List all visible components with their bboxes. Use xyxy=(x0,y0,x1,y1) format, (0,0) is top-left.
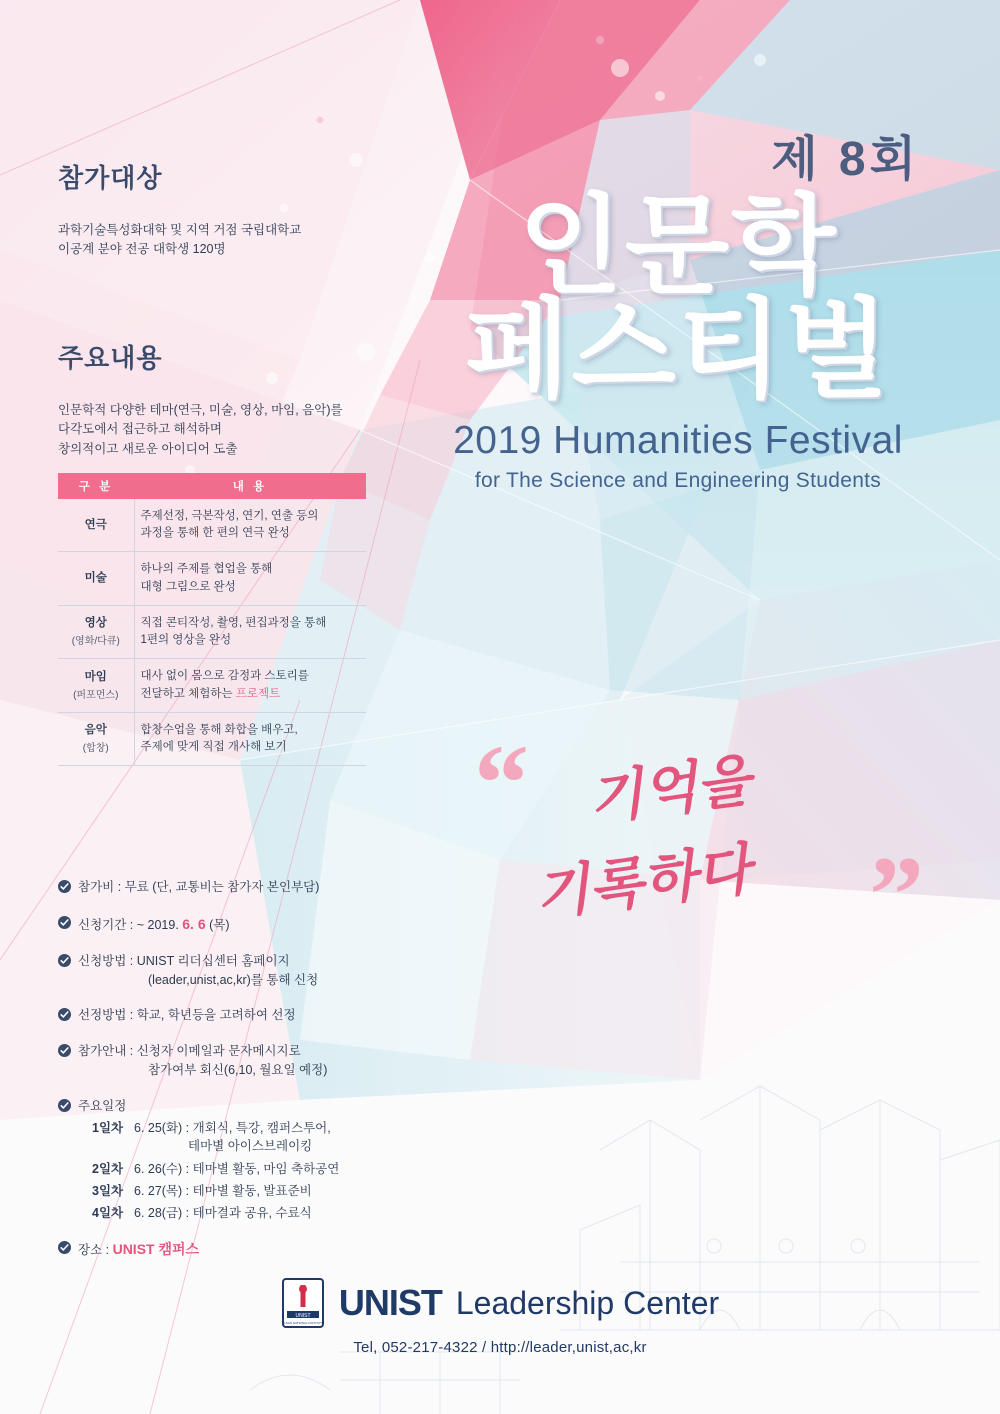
detail-label: 신청기간 : xyxy=(78,917,137,932)
unist-emblem-icon xyxy=(281,1277,325,1329)
detail-label: 참가비 : xyxy=(78,880,125,894)
participants-line-1: 과학기술특성화대학 및 지역 거점 국립대학교 xyxy=(58,223,302,237)
detail-value-pre: ~ 2019. xyxy=(136,917,183,932)
slogan-block xyxy=(460,722,930,958)
table-row xyxy=(58,712,366,766)
category-name: 음악 xyxy=(84,724,107,736)
content-line-2: 전달하고 체험하는 xyxy=(140,687,236,700)
check-circle-icon xyxy=(58,1241,71,1254)
title-korean-line-2: 페스티벌 xyxy=(465,289,891,411)
detail-period xyxy=(58,914,408,935)
table-header-category: 구 분 xyxy=(58,473,134,499)
table-cell-content xyxy=(134,605,366,659)
detail-venue xyxy=(58,1239,408,1260)
check-circle-icon xyxy=(58,880,71,893)
table-cell-category xyxy=(58,605,134,659)
schedule-day: 3일차 xyxy=(92,1183,124,1198)
venue-value: UNIST 캠퍼스 xyxy=(112,1240,200,1257)
table-row xyxy=(58,499,366,552)
schedule-item xyxy=(78,1119,408,1155)
footer-logo-row xyxy=(281,1277,719,1329)
footer xyxy=(0,1277,1000,1356)
detail-fee-text xyxy=(78,878,408,897)
title-korean-line-1: 인문학 xyxy=(518,185,838,306)
contents-heading: 주요내용 xyxy=(58,342,163,373)
detail-value: 무료 (단, 교통비는 참가자 본인부담) xyxy=(124,880,320,894)
organization-name: Leadership Center xyxy=(455,1284,720,1321)
detail-label: 신청방법 : xyxy=(78,953,137,968)
detail-label: 장소 : xyxy=(78,1242,113,1257)
check-circle-icon xyxy=(58,916,71,929)
schedule-item xyxy=(78,1160,408,1178)
table-row xyxy=(58,605,366,659)
deadline-date: 6. 6 xyxy=(182,915,206,932)
detail-period-text xyxy=(78,914,408,935)
title-english-line-2: for The Science and Engineering Students xyxy=(474,469,882,493)
detail-notice-text xyxy=(78,1042,408,1080)
detail-selection xyxy=(58,1006,408,1025)
schedule-desc: 6. 26(수) : 테마별 활동, 마임 축하공연 xyxy=(134,1161,340,1176)
content-line-2: 주제에 맞게 직접 개사해 보기 xyxy=(140,741,287,754)
check-circle-icon xyxy=(58,1099,71,1112)
schedule-desc: 6. 27(목) : 테마별 활동, 발표준비 xyxy=(134,1183,312,1198)
category-name: 미술 xyxy=(84,572,107,584)
program-table xyxy=(58,473,366,767)
category-name: 마임 xyxy=(84,670,107,683)
svg-text:ULSAN NATIONAL INSTITUTE: ULSAN NATIONAL INSTITUTE xyxy=(281,1321,324,1325)
category-subtitle: (합창) xyxy=(82,743,109,755)
contents-body xyxy=(58,401,388,459)
content-line-1: 하나의 주제를 협업을 통해 xyxy=(140,563,273,576)
check-circle-icon xyxy=(58,1008,71,1021)
schedule-day: 1일차 xyxy=(92,1121,124,1136)
table-row xyxy=(58,659,366,713)
detail-venue-text xyxy=(78,1239,408,1260)
schedule-desc-line1: 6. 25(화) : 개회식, 특강, 캠퍼스투어, xyxy=(134,1121,331,1136)
check-circle-icon xyxy=(58,1044,71,1057)
schedule-desc-line2: 테마별 아이스브레이킹 xyxy=(188,1139,313,1154)
category-name: 연극 xyxy=(84,518,107,531)
title-english-line-1: 2019 Humanities Festival xyxy=(453,419,903,463)
content-line-2: 과정을 통해 한 편의 연극 완성 xyxy=(140,527,290,540)
spacer xyxy=(58,260,388,338)
detail-schedule-text xyxy=(78,1097,408,1222)
schedule-day: 2일차 xyxy=(92,1161,124,1176)
quote-open-icon: “ xyxy=(474,722,529,844)
contents-line-2: 다각도에서 접근하고 해석하며 xyxy=(58,422,222,437)
content-line-1: 대사 없이 몸으로 감정과 스토리를 xyxy=(140,670,309,683)
participants-body xyxy=(58,221,388,260)
participants-line-2: 이공계 분야 전공 대학생 120명 xyxy=(58,242,226,257)
category-subtitle: (퍼포먼스) xyxy=(73,689,119,701)
table-cell-category xyxy=(58,659,134,713)
table-cell-content xyxy=(134,499,366,552)
schedule-list xyxy=(78,1119,408,1222)
detail-value-line2: 참가여부 회신(6,10, 월요일 예정) xyxy=(148,1062,328,1077)
table-cell-category xyxy=(58,499,134,552)
schedule-day: 4일차 xyxy=(92,1205,124,1220)
content-line-1: 합창수업을 통해 화합을 배우고, xyxy=(140,723,298,736)
table-header-content: 내 용 xyxy=(134,473,366,499)
table-cell-content xyxy=(134,659,366,713)
detail-value-post: (목) xyxy=(205,917,230,932)
check-circle-icon xyxy=(58,954,71,967)
svg-text:UNIST: UNIST xyxy=(295,1313,311,1319)
detail-fee xyxy=(58,878,408,897)
detail-application-text xyxy=(78,952,408,990)
slogan-line-1: 기억을 xyxy=(585,750,755,832)
table-cell-content xyxy=(134,712,366,766)
detail-label: 참가안내 : xyxy=(78,1044,137,1058)
schedule-desc xyxy=(134,1119,408,1155)
edition-label: 제 8회 xyxy=(771,133,920,186)
unist-wordmark: UNIST xyxy=(338,1282,442,1323)
detail-notice xyxy=(58,1042,408,1080)
footer-contact: Tel, 052-217-4322 / http://leader,unist,ac,kr xyxy=(353,1339,647,1356)
category-name: 영상 xyxy=(84,617,107,629)
content-line-1: 주제선정, 극본작성, 연기, 연출 등의 xyxy=(140,509,319,522)
detail-schedule xyxy=(58,1097,408,1222)
left-info-column xyxy=(58,158,388,766)
contents-line-1: 인문학적 다양한 테마(연극, 미술, 영상, 마임, 음악)를 xyxy=(58,402,343,417)
detail-value: 학교, 학년등을 고려하여 선정 xyxy=(136,1008,296,1023)
schedule-desc: 6. 28(금) : 테마결과 공유, 수료식 xyxy=(134,1205,312,1220)
contents-line-3: 창의적이고 새로운 아이디어 도출 xyxy=(58,441,238,456)
category-subtitle: (영화/다큐) xyxy=(71,636,120,648)
detail-selection-text xyxy=(78,1006,408,1025)
content-line-2: 1편의 영상을 완성 xyxy=(140,634,232,647)
detail-label: 선정방법 : xyxy=(78,1008,137,1023)
detail-value-line2: (leader,unist,ac,kr)를 통해 신청 xyxy=(148,972,319,987)
table-cell-category xyxy=(58,712,134,766)
detail-value: 신청자 이메일과 문자메시지로 xyxy=(136,1044,301,1058)
schedule-item xyxy=(78,1204,408,1222)
schedule-item xyxy=(78,1182,408,1200)
detail-label: 주요일정 xyxy=(78,1098,127,1113)
detail-value: UNIST 리더십센터 홈페이지 xyxy=(136,953,290,968)
table-header-row xyxy=(58,473,366,499)
details-list xyxy=(58,878,408,1277)
title-block xyxy=(418,120,938,493)
slogan-line-2: 기록하다 xyxy=(531,839,754,927)
content-line-1: 직접 콘티작성, 촬영, 편집과정을 통해 xyxy=(140,616,327,629)
participants-heading: 참가대상 xyxy=(58,163,163,193)
content-highlight: 프로젝트 xyxy=(235,687,281,700)
quote-close-icon: ” xyxy=(869,834,924,956)
table-row xyxy=(58,552,366,606)
table-cell-content xyxy=(134,552,366,606)
detail-application-method xyxy=(58,952,408,990)
content-line-2: 대형 그림으로 완성 xyxy=(140,580,236,593)
table-cell-category xyxy=(58,552,134,606)
